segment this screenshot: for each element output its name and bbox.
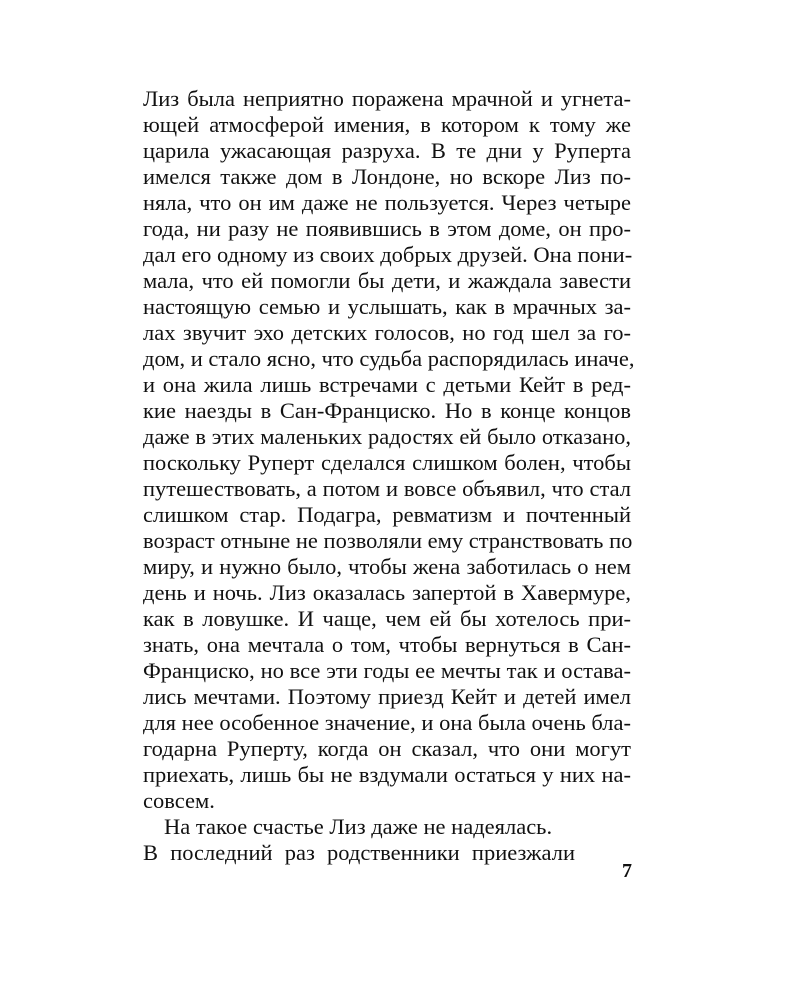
text-line: лах звучит эхо детских голосов, но год шел за го- xyxy=(143,320,631,345)
text-line: даже в этих маленьких радостях ей было отказано, xyxy=(143,424,631,449)
text-line: года, ни разу не появившись в этом доме, он про- xyxy=(143,216,631,241)
text-line: путешествовать, а потом и вовсе объявил, что стал xyxy=(143,476,631,501)
text-line: приехать, лишь бы не вздумали остаться у них на- xyxy=(143,762,631,787)
text-line: совсем. xyxy=(143,788,215,813)
text-line: дом, и стало ясно, что судьба распорядилась иначе, xyxy=(143,346,635,371)
text-line: лись мечтами. Поэтому приезд Кейт и детей имел xyxy=(143,684,631,709)
text-line: для нее особенное значение, и она была очень бла- xyxy=(143,710,631,735)
text-line: В последний раз родственники приезжали xyxy=(143,840,575,865)
text-line: поскольку Руперт сделался слишком болен, чтобы xyxy=(143,450,631,475)
paragraph-first-line: На такое счастье Лиз даже не надеялась. xyxy=(164,814,553,839)
text-line: Лиз была неприятно поражена мрачной и угнета- xyxy=(143,86,631,111)
text-line: и она жила лишь встречами с детьми Кейт в ред- xyxy=(143,372,631,397)
text-line: ющей атмосферой имения, в котором к тому же xyxy=(143,112,631,137)
text-line: мала, что ей помогли бы дети, и жаждала завести xyxy=(143,268,631,293)
text-line: няла, что он им даже не пользуется. Через четыре xyxy=(143,190,631,215)
text-line: как в ловушке. И чаще, чем ей бы хотелось при- xyxy=(143,606,631,631)
text-line: возраст отныне не позволяли ему странствовать по xyxy=(143,528,633,553)
text-line: день и ночь. Лиз оказалась запертой в Хавермуре, xyxy=(143,580,631,605)
text-line: миру, и нужно было, чтобы жена заботилась о нем xyxy=(143,554,631,579)
text-line: кие наезды в Сан-Франциско. Но в конце концов xyxy=(143,398,631,423)
text-line: царила ужасающая разруха. В те дни у Руперта xyxy=(143,138,631,163)
text-line: знать, она мечтала о том, чтобы вернуться в Сан- xyxy=(143,632,631,657)
text-line: настоящую семью и услышать, как в мрачных за- xyxy=(143,294,631,319)
text-line: слишком стар. Подагра, ревматизм и почтенный xyxy=(143,502,631,527)
text-line: дал его одному из своих добрых друзей. Она пони- xyxy=(143,242,633,267)
text-line: годарна Руперту, когда он сказал, что они могут xyxy=(143,736,631,761)
page-number: 7 xyxy=(622,860,632,882)
text-line: имелся также дом в Лондоне, но вскоре Лиз по- xyxy=(143,164,631,189)
body-text xyxy=(143,86,635,866)
text-line: Франциско, но все эти годы ее мечты так и остава- xyxy=(143,658,631,683)
